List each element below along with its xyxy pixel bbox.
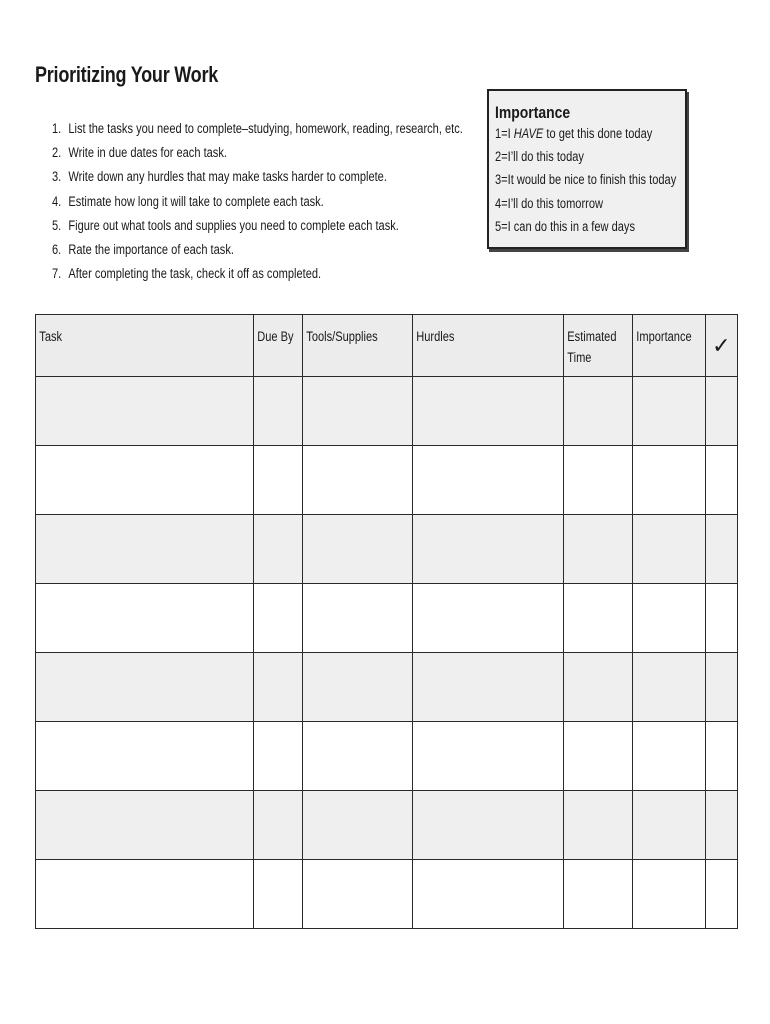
instruction-number: 2. — [52, 145, 62, 161]
task-cell[interactable] — [36, 860, 254, 929]
due-by-cell[interactable] — [254, 377, 303, 446]
task-cell[interactable] — [36, 653, 254, 722]
header-tools-supplies — [303, 315, 413, 377]
importance-cell[interactable] — [633, 446, 706, 515]
instruction-text: Figure out what tools and supplies you need to complete each task. — [68, 217, 399, 233]
importance-cell[interactable] — [633, 722, 706, 791]
tools-cell[interactable] — [303, 377, 413, 446]
hurdles-cell[interactable] — [413, 791, 564, 860]
instruction-number: 6. — [52, 241, 62, 257]
due-by-cell[interactable] — [254, 653, 303, 722]
instruction-item — [52, 169, 463, 193]
table-row — [36, 515, 738, 584]
importance-legend-box — [487, 89, 687, 249]
hurdles-cell[interactable] — [413, 446, 564, 515]
instruction-item — [52, 218, 463, 242]
estimated-time-cell[interactable] — [564, 653, 633, 722]
instruction-text: Rate the importance of each task. — [68, 241, 234, 257]
due-by-cell[interactable] — [254, 584, 303, 653]
importance-cell[interactable] — [633, 791, 706, 860]
header-estimated-line2: Time — [567, 350, 592, 365]
instruction-number: 7. — [52, 266, 62, 282]
instruction-item — [52, 145, 463, 169]
hurdles-cell[interactable] — [413, 722, 564, 791]
check-cell[interactable] — [705, 515, 737, 584]
table-row — [36, 791, 738, 860]
instruction-number: 5. — [52, 217, 62, 233]
estimated-time-cell[interactable] — [564, 515, 633, 584]
table-row — [36, 584, 738, 653]
importance-level-4: 4=I’ll do this tomorrow — [495, 195, 603, 211]
hurdles-cell[interactable] — [413, 860, 564, 929]
table-row — [36, 377, 738, 446]
hurdles-cell[interactable] — [413, 515, 564, 584]
estimated-time-cell[interactable] — [564, 791, 633, 860]
tools-cell[interactable] — [303, 515, 413, 584]
header-task-label: Task — [39, 329, 63, 344]
instruction-item — [52, 194, 463, 218]
importance-cell[interactable] — [633, 584, 706, 653]
header-tools-label: Tools/Supplies — [306, 329, 378, 344]
due-by-cell[interactable] — [254, 722, 303, 791]
task-cell[interactable] — [36, 722, 254, 791]
instructions-list — [52, 121, 553, 290]
task-cell[interactable] — [36, 446, 254, 515]
task-cell[interactable] — [36, 791, 254, 860]
importance-cell[interactable] — [633, 653, 706, 722]
checkmark-icon: ✓ — [705, 315, 737, 377]
hurdles-cell[interactable] — [413, 653, 564, 722]
instruction-text: After completing the task, check it off as completed. — [68, 266, 322, 282]
tools-cell[interactable] — [303, 791, 413, 860]
check-cell[interactable] — [705, 446, 737, 515]
header-task — [36, 315, 254, 377]
hurdles-cell[interactable] — [413, 584, 564, 653]
importance-level-1-emphasis: HAVE — [513, 126, 544, 141]
importance-level-1 — [495, 126, 651, 149]
importance-cell[interactable] — [633, 377, 706, 446]
header-estimated-time — [564, 315, 633, 377]
check-cell[interactable] — [705, 791, 737, 860]
instruction-text: Write down any hurdles that may make tasks harder to complete. — [68, 169, 387, 185]
instruction-item — [52, 242, 463, 266]
estimated-time-cell[interactable] — [564, 722, 633, 791]
importance-level-1-prefix: 1=I — [495, 126, 514, 141]
importance-legend-title: Importance — [495, 103, 571, 122]
header-estimated-time-label — [564, 315, 620, 368]
check-cell[interactable] — [705, 653, 737, 722]
estimated-time-cell[interactable] — [564, 377, 633, 446]
instruction-text: Write in due dates for each task. — [68, 145, 227, 161]
header-estimated-line1: Estimated — [567, 329, 617, 344]
importance-level-5: 5=I can do this in a few days — [495, 218, 636, 234]
hurdles-cell[interactable] — [413, 377, 564, 446]
check-cell[interactable] — [705, 860, 737, 929]
instruction-text: List the tasks you need to complete–studying, homework, reading, research, etc. — [68, 121, 463, 136]
task-cell[interactable] — [36, 377, 254, 446]
estimated-time-cell[interactable] — [564, 446, 633, 515]
instruction-item — [52, 121, 463, 145]
importance-level-1-suffix: to get this done today — [543, 126, 653, 141]
header-due-by-label: Due By — [257, 329, 294, 344]
table-header-row — [36, 315, 738, 377]
header-importance — [633, 315, 706, 377]
importance-cell[interactable] — [633, 860, 706, 929]
estimated-time-cell[interactable] — [564, 584, 633, 653]
check-cell[interactable] — [705, 722, 737, 791]
instruction-number: 1. — [52, 121, 62, 136]
instruction-text: Estimate how long it will take to complete each task. — [68, 193, 324, 209]
importance-level-3: 3=It would be nice to finish this today — [495, 172, 677, 188]
page-title: Prioritizing Your Work — [35, 62, 219, 87]
tools-cell[interactable] — [303, 860, 413, 929]
check-cell[interactable] — [705, 377, 737, 446]
table-row — [36, 722, 738, 791]
instruction-item — [52, 266, 463, 290]
table-row — [36, 446, 738, 515]
header-hurdles — [413, 315, 564, 377]
due-by-cell[interactable] — [254, 446, 303, 515]
task-cell[interactable] — [36, 515, 254, 584]
check-cell[interactable] — [705, 584, 737, 653]
table-row — [36, 653, 738, 722]
due-by-cell[interactable] — [254, 860, 303, 929]
header-importance-label: Importance — [636, 329, 692, 344]
tools-cell[interactable] — [303, 722, 413, 791]
due-by-cell[interactable] — [254, 791, 303, 860]
instruction-number: 4. — [52, 193, 62, 209]
importance-cell[interactable] — [633, 515, 706, 584]
tools-cell[interactable] — [303, 584, 413, 653]
header-due-by — [254, 315, 303, 377]
importance-level-2: 2=I’ll do this today — [495, 149, 584, 165]
tools-cell[interactable] — [303, 653, 413, 722]
instruction-number: 3. — [52, 169, 62, 185]
tools-cell[interactable] — [303, 446, 413, 515]
header-hurdles-label: Hurdles — [416, 329, 455, 344]
due-by-cell[interactable] — [254, 515, 303, 584]
table-row — [36, 860, 738, 929]
estimated-time-cell[interactable] — [564, 860, 633, 929]
task-cell[interactable] — [36, 584, 254, 653]
task-table — [35, 314, 738, 929]
